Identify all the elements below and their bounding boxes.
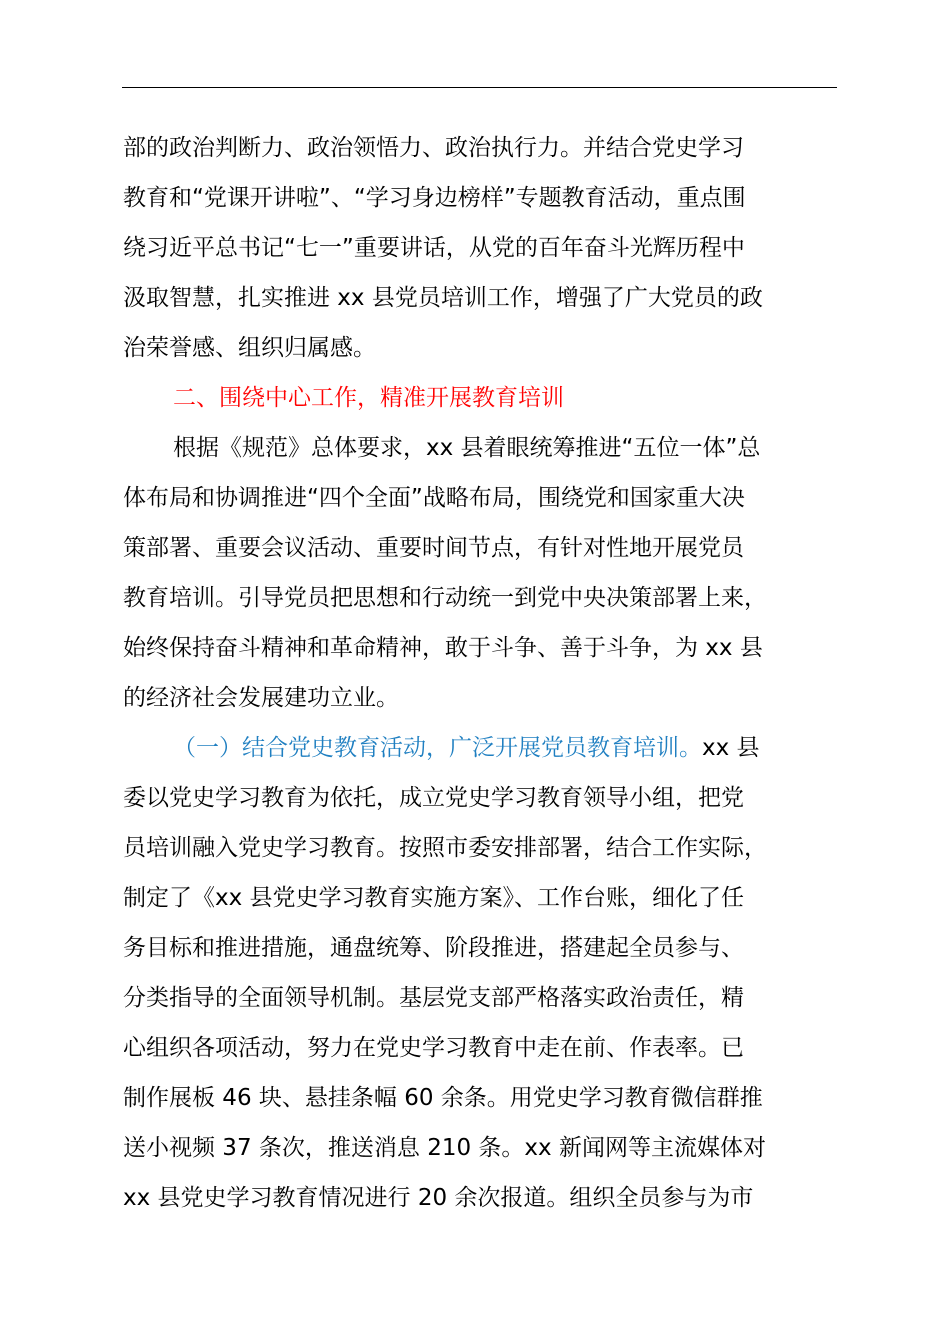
paragraph-line: 绕习近平总书记“七一”重要讲话，从党的百年奋斗光辉历程中 bbox=[123, 235, 745, 261]
header-rule bbox=[122, 87, 837, 88]
paragraph-line: 治荣誉感、组织归属感。 bbox=[123, 335, 376, 361]
paragraph-line: 教育培训。引导党员把思想和行动统一到党中央决策部署上来， bbox=[123, 585, 767, 611]
paragraph-line: xx 县党史学习教育情况进行 20 余次报道。组织全员参与为市 bbox=[123, 1185, 754, 1211]
subsection-heading-tail: xx 县 bbox=[702, 735, 760, 761]
paragraph-line: 部的政治判断力、政治领悟力、政治执行力。并结合党史学习 bbox=[123, 135, 744, 161]
paragraph-line: 的经济社会发展建功立业。 bbox=[123, 685, 399, 711]
paragraph-line: 教育和“党课开讲啦”、“学习身边榜样”专题教育活动，重点围 bbox=[123, 185, 746, 211]
paragraph-line: 员培训融入党史学习教育。按照市委安排部署，结合工作实际， bbox=[123, 835, 767, 861]
paragraph-line: 送小视频 37 条次，推送消息 210 条。xx 新闻网等主流媒体对 bbox=[123, 1135, 766, 1161]
document-body bbox=[123, 123, 839, 1223]
paragraph-line: 务目标和推进措施，通盘统筹、阶段推进，搭建起全员参与、 bbox=[123, 935, 744, 961]
subsection-line bbox=[123, 723, 839, 773]
paragraph-line: 始终保持奋斗精神和革命精神，敢于斗争、善于斗争，为 xx 县 bbox=[123, 635, 763, 661]
paragraph-line: 委以党史学习教育为依托，成立党史学习教育领导小组，把党 bbox=[123, 785, 744, 811]
paragraph-line: 汲取智慧，扎实推进 xx 县党员培训工作，增强了广大党员的政 bbox=[123, 285, 763, 311]
paragraph-line: 心组织各项活动，努力在党史学习教育中走在前、作表率。已 bbox=[123, 1035, 744, 1061]
section-heading: 二、围绕中心工作，精准开展教育培训 bbox=[173, 385, 564, 411]
paragraph-line: 制作展板 46 块、悬挂条幅 60 余条。用党史学习教育微信群推 bbox=[123, 1085, 763, 1111]
paragraph-line: 分类指导的全面领导机制。基层党支部严格落实政治责任，精 bbox=[123, 985, 744, 1011]
paragraph-line: 策部署、重要会议活动、重要时间节点，有针对性地开展党员 bbox=[123, 535, 744, 561]
paragraph-line: 根据《规范》总体要求，xx 县着眼统筹推进“五位一体”总 bbox=[173, 435, 761, 461]
paragraph-line: 体布局和协调推进“四个全面”战略布局，围绕党和国家重大决 bbox=[123, 485, 745, 511]
paragraph-line: 制定了《xx 县党史学习教育实施方案》、工作台账，细化了任 bbox=[123, 885, 745, 911]
subsection-heading: （一）结合党史教育活动，广泛开展党员教育培训。 bbox=[173, 735, 702, 761]
